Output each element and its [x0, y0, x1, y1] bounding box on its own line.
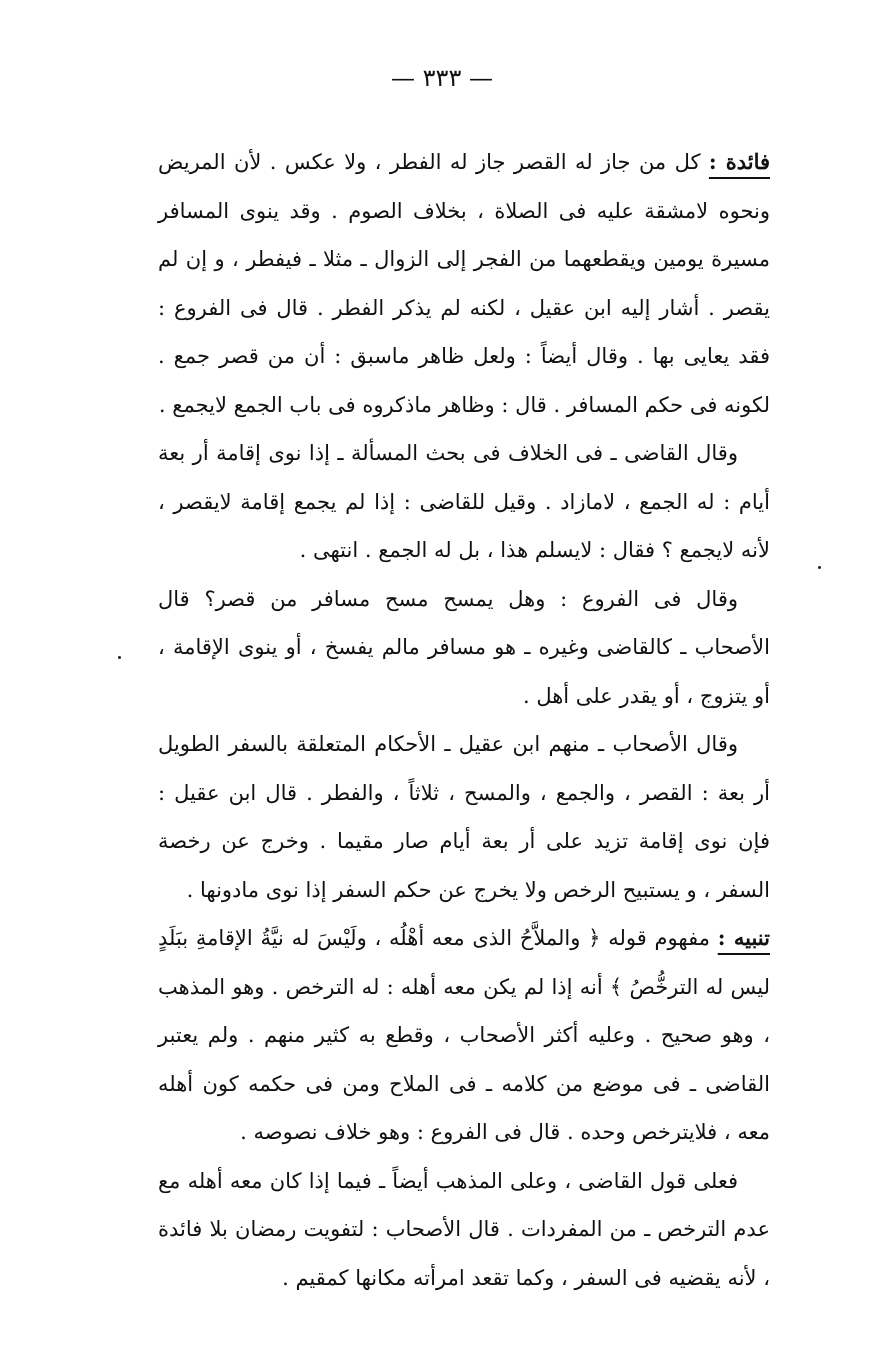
scan-speck: [818, 566, 821, 569]
note-heading: فائدة :: [708, 149, 771, 174]
paragraph-note: [158, 138, 770, 429]
paragraph: [158, 720, 770, 914]
paragraph-text: وقال القاضى ـ فى الخلاف فى بحث المسألة ـ إذا نوى إقامة أر بعة أيام : له الجمع ، لامازاد . وقيل للقاضى : إذا لم يجمع إقامة لايقصر ، لأنه لايجمع ؟ فقال : لايسلم هذا ، بل له الجمع . انتهى .: [158, 441, 770, 562]
scan-speck: [118, 656, 121, 659]
paragraph-alert: [158, 914, 770, 1157]
paragraph-text: وقال الأصحاب ـ منهم ابن عقيل ـ الأحكام المتعلقة بالسفر الطويل أر بعة : القصر ، والجمع ، والمسح ، ثلاثاً ، والفطر . قال ابن عقيل : فإن نوى إقامة تزيد على أر بعة أيام صار مقيما . وخرج عن رخصة السفر ، و يستبيح الرخص ولا يخرج عن حكم السفر إذا نوى مادونها .: [158, 732, 770, 902]
body-text: [158, 138, 770, 1302]
paragraph: [158, 1157, 770, 1303]
paragraph-text: فعلى قول القاضى ، وعلى المذهب أيضاً ـ فيما إذا كان معه أهله مع عدم الترخص ـ من المفردات . قال الأصحاب : لتفويت رمضان بلا فائدة ، لأنه يقضيه فى السفر ، وكما تقعد امرأته مكانها كمقيم .: [158, 1168, 770, 1290]
paragraph-text: كل من جاز له القصر جاز له الفطر ، ولا عكس . لأن المريض ونحوه لامشقة عليه فى الصلاة ، بخلاف الصوم . وقد ينوى المسافر مسيرة يومين ويقطعهما من الفجر إلى الزوال ـ مثلا ـ فيفطر ، و إن لم يقصر . أشار إليه ابن عقيل ، لكنه لم يذكر الفطر . قال فى الفروع : فقد يعايى بها . وقال أيضاً : ولعل ظاهر ماسبق : أن من قصر جمع . لكونه فى حكم المسافر . قال : وظاهر ماذكروه فى باب الجمع لايجمع .: [158, 150, 770, 417]
paragraph: [158, 575, 770, 721]
paragraph-text: وقال فى الفروع : وهل يمسح مسح مسافر من قصر؟ قال الأصحاب ـ كالقاضى وغيره ـ هو مسافر مالم يفسخ ، أو ينوى الإقامة ، أو يتزوج ، أو يقدر على أهل .: [158, 586, 770, 708]
page-number: — ٣٣٣ —: [391, 64, 493, 92]
paragraph-text: مفهوم قوله ﴿ والملاَّحُ الذى معه أهْلُه ، ولَيْسَ له نيَّةُ الإقامةِ ببَلَدٍ ليس له الترخُّصُ ﴾ أنه إذا لم يكن معه أهله : له الترخص . وهو المذهب ، وهو صحيح . وعليه أكثر الأصحاب ، وقطع به كثير منهم . ولم يعتبر القاضى ـ فى موضع من كلامه ـ فى الملاح ومن فى حكمه كون أهله معه ، فلايترخص وحده . قال فى الفروع : وهو خلاف نصوصه .: [158, 926, 770, 1144]
paragraph: [158, 429, 770, 575]
alert-heading: تنبيه :: [717, 925, 770, 950]
